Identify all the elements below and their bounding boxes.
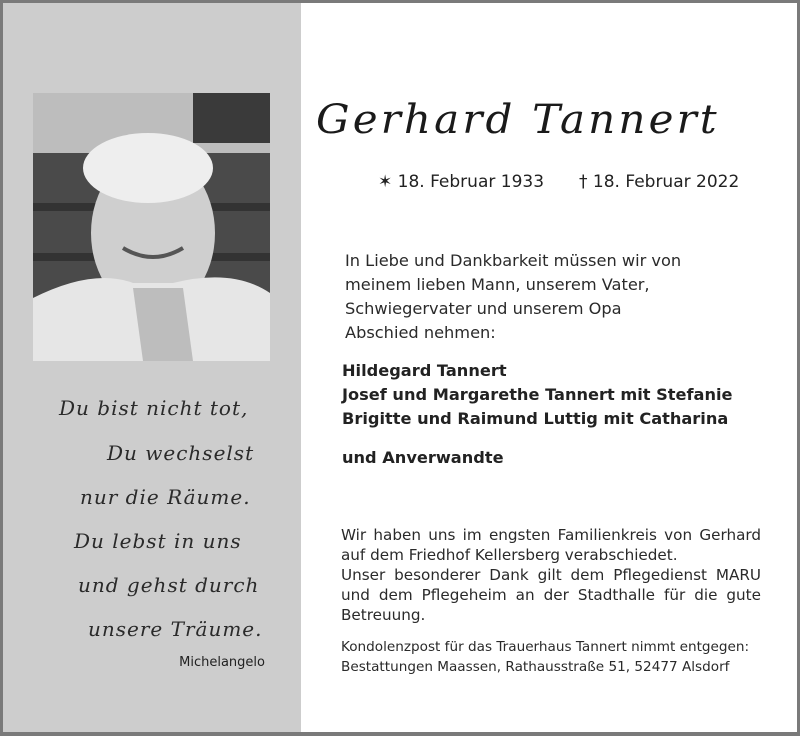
mourner-name: Brigitte und Raimund Luttig mit Catharina: [342, 409, 729, 428]
quote-line: und gehst durch: [78, 573, 260, 597]
farewell-paragraph: Wir haben uns im engsten Familienkreis von Gerhard auf dem Friedhof Kellersberg verabschiedet.: [341, 526, 761, 564]
left-panel: [3, 3, 301, 732]
quote-line: nur die Räume.: [80, 485, 251, 509]
thanks-paragraph: Unser besonderer Dank gilt dem Pflegedienst MARU und dem Pflegeheim an der Stadthalle für die gute Betreuung.: [341, 566, 761, 624]
quote-line: Du wechselst: [107, 441, 255, 465]
intro-line: meinem lieben Mann, unserem Vater,: [345, 275, 650, 294]
right-panel: [301, 3, 797, 732]
death-date: † 18. Februar 2022: [579, 172, 740, 192]
intro-line: Schwiegervater und unserem Opa: [345, 299, 622, 318]
obituary-notice: [3, 3, 797, 732]
condolence-address: Bestattungen Maassen, Rathausstraße 51, 52477 Alsdorf: [341, 659, 730, 675]
quote-author: Michelangelo: [179, 655, 265, 670]
quote-line: unsere Träume.: [88, 617, 263, 641]
deceased-name: Gerhard Tannert: [316, 97, 720, 143]
condolence-text: Kondolenzpost für das Trauerhaus Tannert nimmt entgegen:: [341, 639, 750, 655]
quote-line: Du bist nicht tot,: [59, 396, 249, 420]
birth-date: ✶ 18. Februar 1933: [378, 172, 545, 192]
quote-line: Du lebst in uns: [74, 529, 242, 553]
intro-line: Abschied nehmen:: [345, 323, 496, 342]
mourner-name: Hildegard Tannert: [342, 361, 507, 380]
mourner-name: Josef und Margarethe Tannert mit Stefanie: [342, 385, 733, 404]
relatives-line: und Anverwandte: [342, 448, 504, 467]
intro-line: In Liebe und Dankbarkeit müssen wir von: [345, 251, 682, 270]
portrait-photo: [33, 93, 270, 361]
